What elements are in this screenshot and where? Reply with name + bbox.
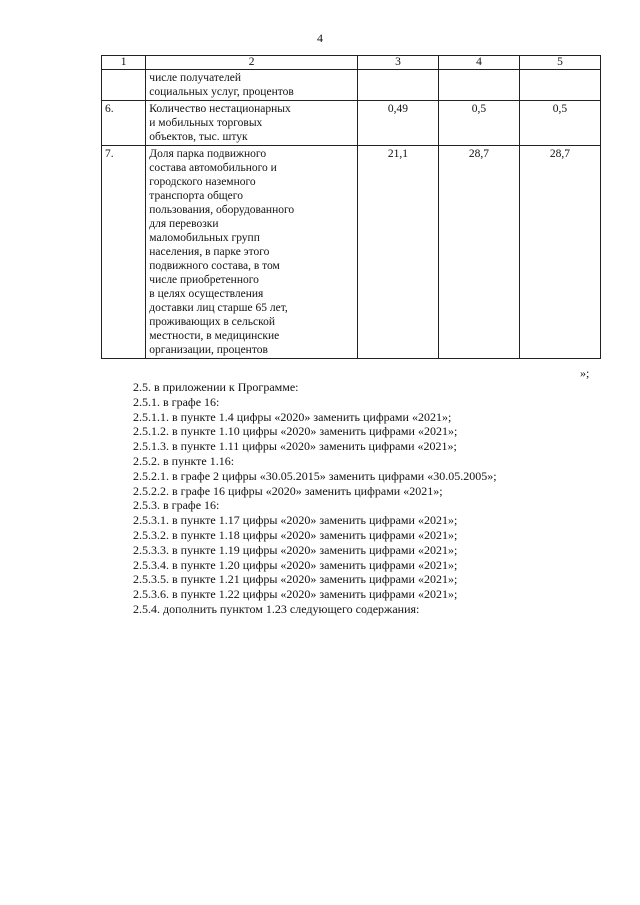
header-cell-5: 5 (519, 56, 600, 70)
row-value-5 (519, 70, 600, 101)
page-number: 4 (317, 31, 323, 45)
row-text: числе получателей социальных услуг, процентов (146, 70, 358, 101)
row-number (102, 70, 146, 101)
table-header-row (102, 56, 601, 70)
row-number: 6. (102, 101, 146, 146)
table-row (102, 70, 601, 101)
amendment-line: 2.5.3.2. в пункте 1.18 цифры «2020» заменить цифрами «2021»; (133, 527, 458, 542)
amendment-line: 2.5.2. в пункте 1.16: (133, 453, 235, 468)
amendment-line: 2.5.3.5. в пункте 1.21 цифры «2020» заменить цифрами «2021»; (133, 572, 458, 587)
row-text: Доля парка подвижного состава автомобильного и городского наземного транспорта общего пользования, оборудованного для перевозки маломобильных групп населения, в парке этого подвижного состава, в том числе приобретенного в целях осуществления доставки лиц старше 65 лет, проживающих в сельской местности, в медицинские организации, процентов (146, 146, 358, 359)
header-cell-2: 2 (146, 56, 358, 70)
amendment-line: 2.5.3. в графе 16: (133, 498, 220, 513)
amendment-line: 2.5.1.3. в пункте 1.11 цифры «2020» заменить цифрами «2021»; (133, 439, 457, 454)
closing-quote-mark: »; (580, 366, 590, 380)
amendment-line: 2.5.2.2. в графе 16 цифры «2020» заменить цифрами «2021»; (133, 483, 443, 498)
amendment-line: 2.5.3.1. в пункте 1.17 цифры «2020» заменить цифрами «2021»; (133, 513, 458, 528)
indicators-table (101, 55, 601, 359)
table-row (102, 101, 601, 146)
table-row (102, 146, 601, 359)
amendment-line: 2.5.3.4. в пункте 1.20 цифры «2020» заменить цифрами «2021»; (133, 557, 458, 572)
row-value-5: 28,7 (519, 146, 600, 359)
row-value-4: 0,5 (438, 101, 519, 146)
amendment-line: 2.5.3.6. в пункте 1.22 цифры «2020» заменить цифрами «2021»; (133, 587, 458, 602)
row-text: Количество нестационарных и мобильных торговых объектов, тыс. штук (146, 101, 358, 146)
amendment-list (133, 380, 603, 617)
row-value-4 (438, 70, 519, 101)
header-cell-3: 3 (357, 56, 438, 70)
row-value-3: 0,49 (357, 101, 438, 146)
row-value-3: 21,1 (357, 146, 438, 359)
amendment-line: 2.5.2.1. в графе 2 цифры «30.05.2015» заменить цифрами «30.05.2005»; (133, 468, 497, 483)
header-cell-4: 4 (438, 56, 519, 70)
header-cell-1: 1 (102, 56, 146, 70)
row-value-4: 28,7 (438, 146, 519, 359)
row-number: 7. (102, 146, 146, 359)
row-value-5: 0,5 (519, 101, 600, 146)
amendment-line: 2.5.4. дополнить пунктом 1.23 следующего содержания: (133, 601, 420, 616)
amendment-line: 2.5.1.2. в пункте 1.10 цифры «2020» заменить цифрами «2021»; (133, 424, 458, 439)
row-value-3 (357, 70, 438, 101)
amendment-line: 2.5.1. в графе 16: (133, 394, 220, 409)
amendment-line: 2.5.1.1. в пункте 1.4 цифры «2020» заменить цифрами «2021»; (133, 409, 452, 424)
amendment-line: 2.5. в приложении к Программе: (133, 380, 299, 394)
amendment-line: 2.5.3.3. в пункте 1.19 цифры «2020» заменить цифрами «2021»; (133, 542, 458, 557)
